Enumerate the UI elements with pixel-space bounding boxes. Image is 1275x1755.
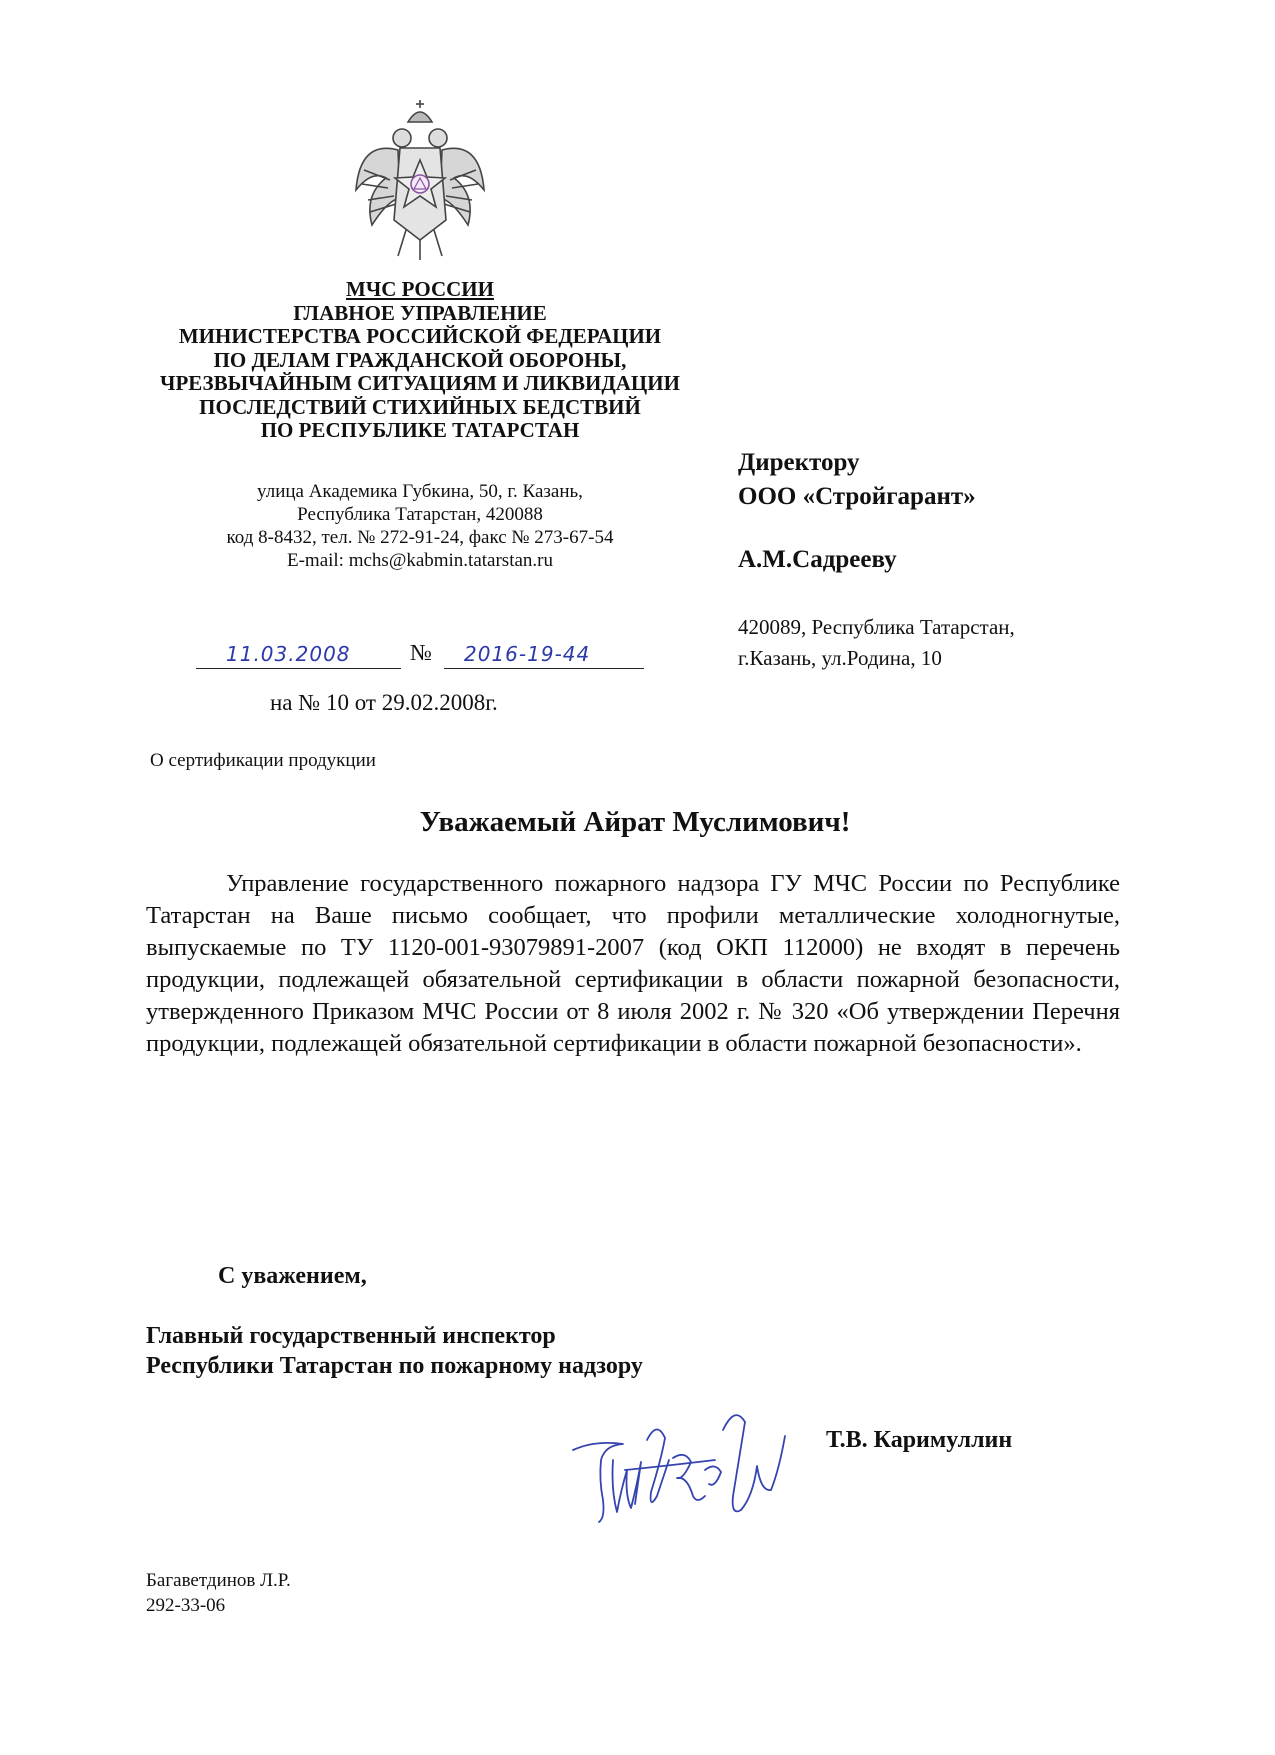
executor-name: Багаветдинов Л.Р. (146, 1570, 291, 1591)
number-sign: № (410, 640, 432, 665)
recipient-name: А.М.Садрееву (738, 546, 897, 573)
organization-address (130, 480, 710, 572)
closing: С уважением, (218, 1263, 367, 1289)
org-line: ЧРЕЗВЫЧАЙНЫМ СИТУАЦИЯМ И ЛИКВИДАЦИИ (160, 371, 680, 395)
signer-name: Т.В. Каримуллин (826, 1427, 1013, 1453)
handwritten-signature-icon (565, 1400, 790, 1535)
position-line: Республики Татарстан по пожарному надзору (146, 1353, 643, 1379)
org-line: МИНИСТЕРСТВА РОССИЙСКОЙ ФЕДЕРАЦИИ (178, 324, 662, 348)
address-line: E-mail: mchs@kabmin.tatarstan.ru (286, 550, 553, 571)
registration-line (196, 636, 656, 670)
org-line: ПО РЕСПУБЛИКЕ ТАТАРСТАН (260, 418, 580, 442)
address-line: улица Академика Губкина, 50, г. Казань, (257, 481, 583, 502)
recipient-title-line: ООО «Стройгарант» (738, 483, 976, 510)
org-line: ПО ДЕЛАМ ГРАЖДАНСКОЙ ОБОРОНЫ, (213, 347, 627, 372)
recipient-address-line: г.Казань, ул.Родина, 10 (738, 646, 942, 670)
recipient-address (738, 612, 1015, 674)
recipient-address-line: 420089, Республика Татарстан, (738, 615, 1015, 639)
reply-reference: на № 10 от 29.02.2008г. (270, 690, 498, 715)
position-line: Главный государственный инспектор (146, 1323, 556, 1349)
registration-date: 11.03.2008 (226, 642, 351, 666)
recipient-title (738, 446, 976, 514)
registration-number-field (444, 636, 644, 669)
executor-phone: 292-33-06 (146, 1595, 226, 1616)
address-line: код 8-8432, тел. № 272-91-24, факс № 273-67-54 (226, 527, 614, 548)
letter-body: Управление государственного пожарного надзора ГУ МЧС России по Республике Татарстан на Ваше письмо сообщает, что профили металлические холодногнутые, выпускаемые по ТУ 1120-001-93079891-2007 (код ОКП 112000) не входят в перечень продукции, подлежащей обязательной сертификации в области пожарной безопасности, утвержденного Приказом МЧС России от 8 июля 2002 г. № 320 «Об утверждении Перечня продукции, подлежащей обязательной сертификации в области пожарной безопасности». (146, 870, 1120, 1057)
org-line: МЧС РОССИИ (346, 277, 494, 301)
org-line: ГЛАВНОЕ УПРАВЛЕНИЕ (293, 300, 547, 325)
org-line: ПОСЛЕДСТВИЙ СТИХИЙНЫХ БЕДСТВИЙ (199, 394, 641, 419)
mchs-emblem-icon (350, 100, 490, 260)
organization-header (130, 278, 710, 443)
letter-subject: О сертификации продукции (150, 750, 376, 771)
registration-date-field (196, 636, 401, 669)
salutation: Уважаемый Айрат Муслимович! (419, 806, 851, 838)
registration-number: 2016-19-44 (464, 642, 591, 666)
recipient-title-line: Директору (738, 449, 860, 476)
signer-position (146, 1321, 643, 1381)
executor-info (146, 1568, 291, 1618)
address-line: Республика Татарстан, 420088 (297, 504, 543, 525)
